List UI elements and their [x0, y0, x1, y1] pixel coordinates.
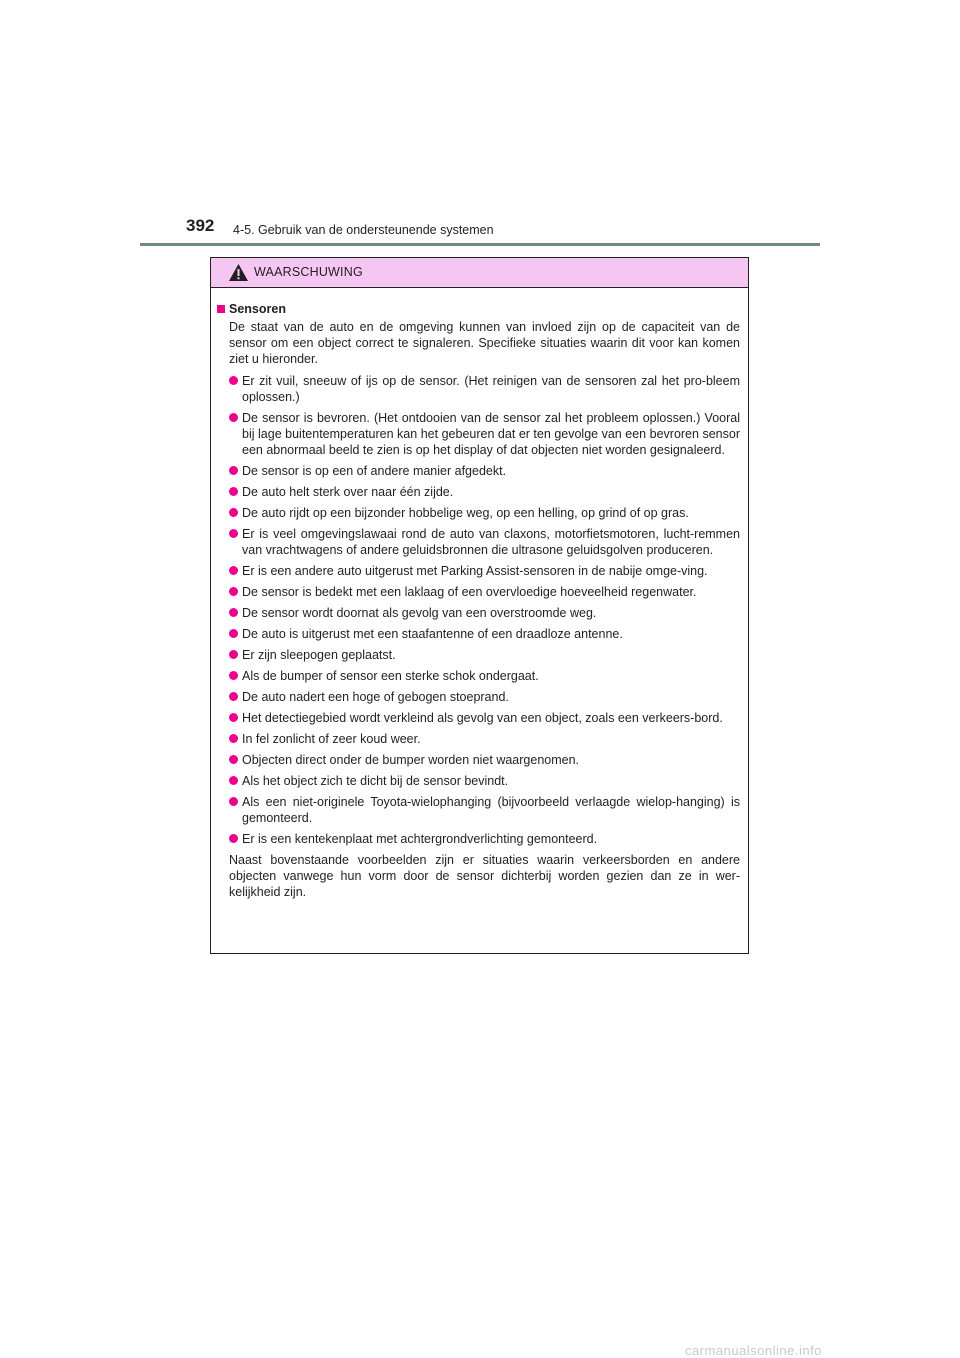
- warning-body: [211, 288, 748, 900]
- warning-title: WAARSCHUWING: [254, 265, 363, 279]
- bullet-dot-icon: [229, 508, 238, 517]
- list-item: [217, 794, 740, 826]
- subheading-text: Sensoren: [229, 302, 286, 316]
- square-bullet-icon: [217, 305, 225, 313]
- list-item: [217, 463, 740, 479]
- list-item-text: Objecten direct onder de bumper worden niet waargenomen.: [242, 753, 580, 767]
- list-item: [217, 373, 740, 405]
- header-rule: [140, 243, 820, 246]
- list-item-text: De sensor is bevroren. (Het ontdooien van de sensor zal het probleem oplossen.) Vooral bij lage buitentemperaturen kan het gebeuren dat er ten gevolge van een bevroren sensor een abnormaal beeld te zien is op het display of dat objecten niet worden gesignaleerd.: [242, 411, 740, 457]
- list-item-text: Het detectiegebied wordt verkleind als gevolg van een object, zoals een verkeers-bord.: [242, 711, 723, 725]
- list-item-text: Er is veel omgevingslawaai rond de auto van claxons, motorfietsmotoren, lucht-remmen van vrachtwagens of andere geluidsbronnen die ultrasone geluidsgolven produceren.: [242, 527, 740, 557]
- bullet-dot-icon: [229, 713, 238, 722]
- list-item-text: De sensor wordt doornat als gevolg van een overstroomde weg.: [242, 606, 597, 620]
- list-item-text: De sensor is bedekt met een laklaag of een overvloedige hoeveelheid regenwater.: [242, 585, 697, 599]
- list-item: [217, 710, 740, 726]
- list-item-text: Er is een kentekenplaat met achtergrondverlichting gemonteerd.: [242, 832, 598, 846]
- bullet-dot-icon: [229, 692, 238, 701]
- bullet-dot-icon: [229, 797, 238, 806]
- warning-header: [211, 258, 748, 288]
- bullet-dot-icon: [229, 529, 238, 538]
- list-item: [217, 605, 740, 621]
- bullet-dot-icon: [229, 671, 238, 680]
- list-item-text: In fel zonlicht of zeer koud weer.: [242, 732, 421, 746]
- list-item: [217, 752, 740, 768]
- bullet-dot-icon: [229, 776, 238, 785]
- bullet-dot-icon: [229, 566, 238, 575]
- list-item: [217, 410, 740, 458]
- list-item: [217, 773, 740, 789]
- list-item-text: De auto helt sterk over naar één zijde.: [242, 485, 454, 499]
- bullet-dot-icon: [229, 734, 238, 743]
- bullet-dot-icon: [229, 755, 238, 764]
- list-item-text: Er is een andere auto uitgerust met Parking Assist-sensoren in de nabije omge-ving.: [242, 564, 708, 578]
- list-item: [217, 689, 740, 705]
- list-item-text: De auto nadert een hoge of gebogen stoeprand.: [242, 690, 509, 704]
- bullet-dot-icon: [229, 487, 238, 496]
- list-item: [217, 526, 740, 558]
- bullet-dot-icon: [229, 466, 238, 475]
- bullet-dot-icon: [229, 629, 238, 638]
- bullet-dot-icon: [229, 834, 238, 843]
- list-item: [217, 831, 740, 847]
- list-item-text: De auto rijdt op een bijzonder hobbelige weg, op een helling, op grind of op gras.: [242, 506, 689, 520]
- bullet-dot-icon: [229, 608, 238, 617]
- list-item-text: Als een niet-originele Toyota-wielophanging (bijvoorbeeld verlaagde wielop-hanging) is gemonteerd.: [242, 795, 740, 825]
- list-item-text: Als de bumper of sensor een sterke schok ondergaat.: [242, 669, 539, 683]
- list-item: [217, 626, 740, 642]
- list-item-text: Er zijn sleepogen geplaatst.: [242, 648, 396, 662]
- list-item: [217, 505, 740, 521]
- list-item: [217, 731, 740, 747]
- list-item-text: Er zit vuil, sneeuw of ijs op de sensor. (Het reinigen van de sensoren zal het pro-bleem oplossen.): [242, 374, 740, 404]
- list-item: [217, 668, 740, 684]
- closing-paragraph: Naast bovenstaande voorbeelden zijn er situaties waarin verkeersborden en andere objecten vanwege hun vorm door de sensor dichterbij worden gezien dan ze in wer-kelijkheid zijn.: [229, 853, 740, 899]
- bullet-dot-icon: [229, 376, 238, 385]
- condition-list: [217, 373, 740, 847]
- list-item-text: De sensor is op een of andere manier afgedekt.: [242, 464, 507, 478]
- bullet-dot-icon: [229, 413, 238, 422]
- warning-box: [210, 257, 749, 954]
- section-title: 4-5. Gebruik van de ondersteunende systemen: [233, 223, 494, 237]
- intro-paragraph: De staat van de auto en de omgeving kunnen van invloed zijn op de capaciteit van de sensor om een object correct te signaleren. Specifieke situaties waarin dit voor kan komen ziet u hieronder.: [229, 320, 740, 366]
- bullet-dot-icon: [229, 587, 238, 596]
- list-item: [217, 563, 740, 579]
- subheading: [217, 301, 740, 317]
- warning-triangle-icon: [228, 263, 249, 282]
- page-number: 392: [186, 216, 215, 235]
- list-item-text: De auto is uitgerust met een staafantenne of een draadloze antenne.: [242, 627, 623, 641]
- list-item-text: Als het object zich te dicht bij de sensor bevindt.: [242, 774, 509, 788]
- watermark: carmanualsonline.info: [685, 1343, 822, 1358]
- list-item: [217, 484, 740, 500]
- list-item: [217, 647, 740, 663]
- list-item: [217, 584, 740, 600]
- bullet-dot-icon: [229, 650, 238, 659]
